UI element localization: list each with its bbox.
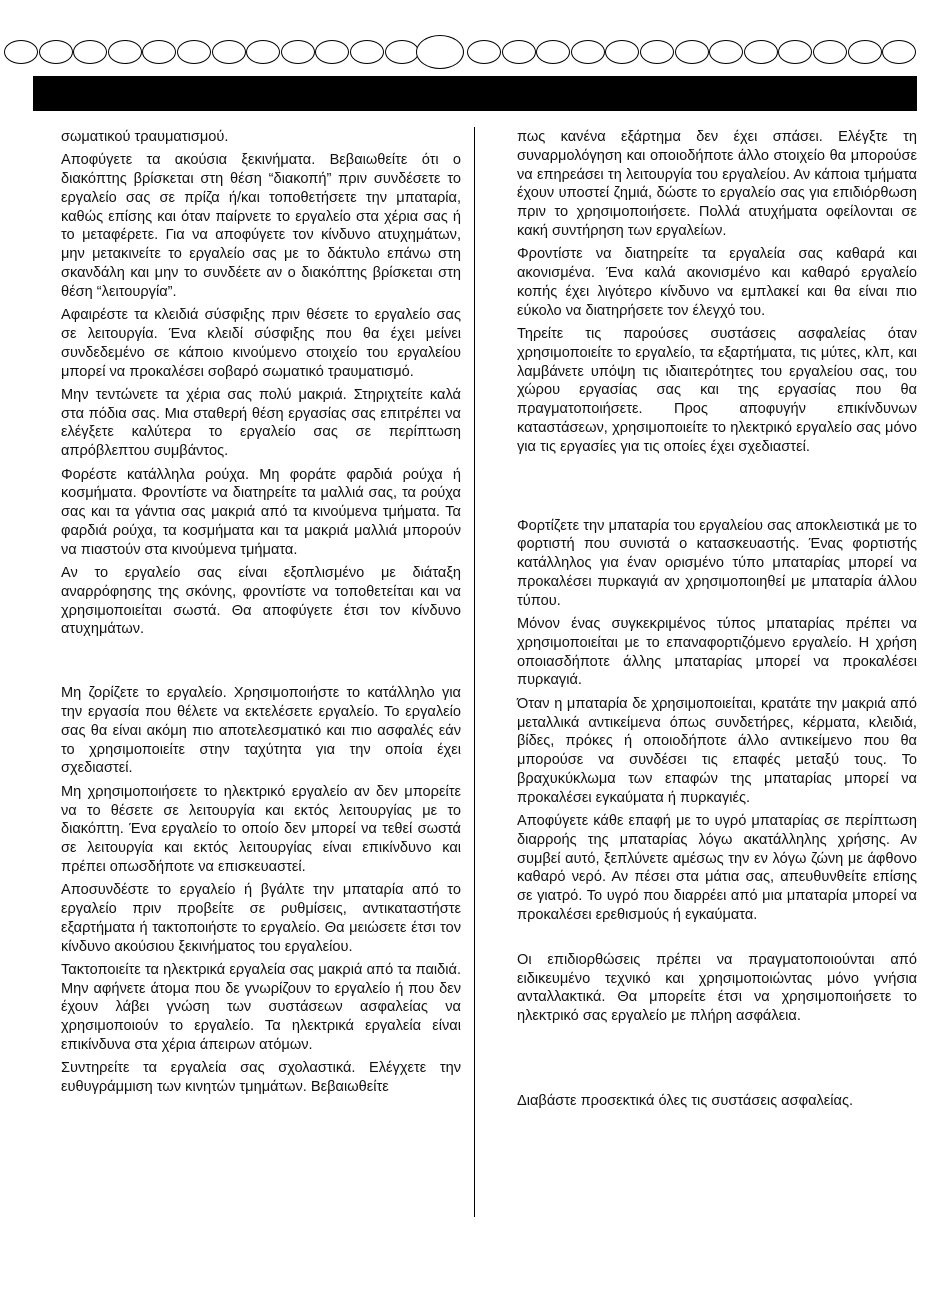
header-bar	[33, 76, 917, 111]
paragraph: Διαβάστε προσεκτικά όλες τις συστάσεις ασφαλείας.	[517, 1092, 854, 1109]
paragraph: Μην τεντώνετε τα χέρια σας πολύ μακριά. Στηριχτείτε καλά στα πόδια σας. Μια σταθερή θέση εργασίας σας επιτρέπει να ελέγξετε καλύτερα το εργαλείο σας σε περίπτωση απρόβλεπτου συμβάντος.	[61, 386, 461, 460]
language-oval	[108, 40, 142, 64]
paragraph: Αν το εργαλείο σας είναι εξοπλισμένο με διάταξη αναρρόφησης της σκόνης, φροντίστε να τοποθετείται και να χρησιμοποιείται σωστά. Θα αποφύγετε έτσι τον κίνδυνο ατυχημάτων.	[61, 565, 461, 638]
language-oval	[536, 40, 570, 64]
language-selector	[4, 38, 918, 70]
language-oval	[142, 40, 176, 64]
language-oval	[778, 40, 812, 64]
language-oval	[315, 40, 349, 64]
language-oval	[813, 40, 847, 64]
language-oval	[73, 40, 107, 64]
language-oval	[177, 40, 211, 64]
paragraph: σωματικού τραυματισμού.	[61, 129, 229, 145]
language-oval	[4, 40, 38, 64]
language-oval	[675, 40, 709, 64]
language-oval	[39, 40, 73, 64]
paragraph: Αποφύγετε κάθε επαφή με το υγρό μπαταρίας σε περίπτωση διαρροής της μπαταρίας λόγω ακατάλληλης χρήσης. Αν συμβεί αυτό, ξεπλύνετε αμέσως την εν λόγω ζώνη με άφθονο καθαρό νερό. Αν πέσει στα μάτια σας, απευθυνθείτε επίσης σε γιατρό. Το υγρό που διαρρέει από μια μπαταρία μπορεί να προκαλέσει ερεθισμούς ή εγκαύματα.	[517, 813, 917, 923]
right-column	[517, 128, 917, 1115]
language-oval	[709, 40, 743, 64]
language-oval	[502, 40, 536, 64]
paragraph: Φορέστε κατάλληλα ρούχα. Μη φοράτε φαρδιά ρούχα ή κοσμήματα. Φροντίστε να διατηρείτε τα μαλλιά σας, τα ρούχα σας και τα γάντια σας μακριά από τα κινούμενα τμήματα. Τα φαρδιά ρούχα, τα κοσμήματα και τα μακριά μαλλιά μπορούν να πιαστούν στα κινούμενα τμήματα.	[61, 466, 461, 558]
language-oval	[281, 40, 315, 64]
paragraph: Όταν η μπαταρία δε χρησιμοποιείται, κρατάτε την μακριά από μεταλλικά αντικείμενα όπως συνδετήρες, κέρματα, κλειδιά, βίδες, πρόκες ή οποιοδήποτε άλλο αντικείμενο που θα μπορούσε να συνδέσει τις επαφές μεταξύ τους. Το βραχυκύκλωμα των επαφών της μπαταρίας μπορεί να προκαλέσει εγκαύματα ή πυρκαγιές.	[517, 695, 917, 806]
paragraph: Συντηρείτε τα εργαλεία σας σχολαστικά. Ελέγχετε την ευθυγράμμιση των κινητών τμημάτων. Βεβαιωθείτε	[61, 1060, 461, 1096]
column-divider	[474, 127, 475, 1217]
paragraph: Μόνον ένας συγκεκριμένος τύπος μπαταρίας πρέπει να χρησιμοποιείται με το επαναφορτιζόμενο εργαλείο. Η χρήση οποιασδήποτε άλλης μπαταρίας μπορεί να προκαλέσει πυρκαγιά.	[517, 616, 917, 689]
paragraph: Τηρείτε τις παρούσες συστάσεις ασφαλείας όταν χρησιμοποιείτε το εργαλείο, τα εξαρτήματα, τις μύτες, κλπ, και λαμβάνετε υπόψη τις ιδιαιτερότητες του εργαλείου σας, του χώρου εργασίας σας και της εργασίας που θα πραγματοποιήσετε. Προς αποφυγήν επικίνδυνων καταστάσεων, χρησιμοποιείτε το ηλεκτρικό εργαλείο σας μόνο για τις εργασίες για τις οποίες έχει σχεδιαστεί.	[517, 325, 917, 455]
paragraph: Αποσυνδέστε το εργαλείο ή βγάλτε την μπαταρία από το εργαλείο πριν προβείτε σε ρυθμίσεις, αντικαταστήστε εξαρτήματα ή τακτοποιήστε το εργαλείο. Θα μειώσετε έτσι τον κίνδυνο ακούσιου ξεκινήματος του εργαλείου.	[61, 882, 461, 955]
language-oval	[605, 40, 639, 64]
language-oval	[882, 40, 916, 64]
language-oval	[848, 40, 882, 64]
paragraph: Μη ζορίζετε το εργαλείο. Χρησιμοποιήστε το κατάλληλο για την εργασία που θέλετε να εκτελέσετε εργαλείο. Το εργαλείο σας θα είναι ακόμη πιο αποτελεσματικό και πιο ασφαλές εάν το χρησιμοποιείτε στην ταχύτητα για την οποία έχει σχεδιαστεί.	[61, 685, 461, 777]
language-oval	[571, 40, 605, 64]
paragraph: πως κανένα εξάρτημα δεν έχει σπάσει. Ελέγξτε τη συναρμολόγηση και οποιοδήποτε άλλο στοιχείο θα μπορούσε να επηρεάσει τη λειτουργία του εργαλείου. Αν κάποια τμήματα έχουν υποστεί ζημιά, δώστε το εργαλείο σας για επιδιόρθωση πριν το χρησιμοποιήσετε. Πολλά ατυχήματα οφείλονται σε κακή συντήρηση των εργαλείων.	[517, 129, 917, 239]
language-oval	[212, 40, 246, 64]
language-oval	[350, 40, 384, 64]
paragraph: Μη χρησιμοποιήσετε το ηλεκτρικό εργαλείο αν δεν μπορείτε να το θέσετε σε λειτουργία και εκτός λειτουργίας με το διακόπτη. Ένα εργαλείο το οποίο δεν μπορεί να τεθεί σωστά σε λειτουργία και εκτός λειτουργίας είναι επικίνδυνο και πρέπει οπωσδήποτε να επισκευαστεί.	[61, 783, 461, 875]
language-oval	[744, 40, 778, 64]
paragraph: Αποφύγετε τα ακούσια ξεκινήματα. Βεβαιωθείτε ότι ο διακόπτης βρίσκεται στη θέση “διακοπή” πριν συνδέσετε το εργαλείο σας σε πρίζα ή/και τοποθετήσετε την μπαταρία, καθώς επίσης και όταν παίρνετε το εργαλείο στα χέρια σας ή το μεταφέρετε. Για να αποφύγετε τον κίνδυνο ατυχημάτων, μην μετακινείτε το εργαλείο σας με το δάκτυλο επάνω στη σκανδάλη και μην το συνδέετε αν ο διακόπτης βρίσκεται στη θέση “λειτουργία”.	[61, 152, 461, 300]
language-oval	[246, 40, 280, 64]
left-column	[61, 128, 461, 1101]
language-oval	[385, 40, 419, 64]
language-oval-active	[416, 35, 464, 69]
paragraph: Οι επιδιορθώσεις πρέπει να πραγματοποιούνται από ειδικευμένο τεχνικό και χρησιμοποιώντας μόνο γνήσια ανταλλακτικά. Θα μπορείτε έτσι να χρησιμοποιήσετε το ηλεκτρικό σας εργαλείο με πλήρη ασφάλεια.	[517, 951, 917, 1025]
paragraph: Φροντίστε να διατηρείτε τα εργαλεία σας καθαρά και ακονισμένα. Ένα καλά ακονισμένο και καθαρό εργαλείο κοπής έχει λιγότερο κίνδυνο να εμπλακεί και θα είναι πιο εύκολο να διατηρήσετε τον έλεγχό του.	[517, 246, 917, 319]
language-oval	[640, 40, 674, 64]
paragraph: Φορτίζετε την μπαταρία του εργαλείου σας αποκλειστικά με το φορτιστή που συνιστά ο κατασκευαστής. Ένας φορτιστής κατάλληλος για έναν ορισμένο τύπο μπαταρίας μπορεί να προκαλέσει πυρκαγιά αν χρησιμοποιηθεί με μπαταρία άλλου τύπου.	[517, 517, 917, 609]
language-oval	[467, 40, 501, 64]
paragraph: Τακτοποιείτε τα ηλεκτρικά εργαλεία σας μακριά από τα παιδιά. Μην αφήνετε άτομα που δε γνωρίζουν το εργαλείο ή που δεν έχουν λάβει γνώση των συστάσεων ασφαλείας να χρησιμοποιούν το εργαλείο. Τα ηλεκτρικά εργαλεία είναι επικίνδυνα στα χέρια άπειρων ατόμων.	[61, 961, 461, 1054]
paragraph: Αφαιρέστε τα κλειδιά σύσφιξης πριν θέσετε το εργαλείο σας σε λειτουργία. Ένα κλειδί σύσφιξης που θα έχει μείνει συνδεδεμένο σε κάποιο κινούμενο στοιχείο του εργαλείου μπορεί να προκαλέσει σοβαρό σωματικό τραυματισμό.	[61, 307, 461, 380]
